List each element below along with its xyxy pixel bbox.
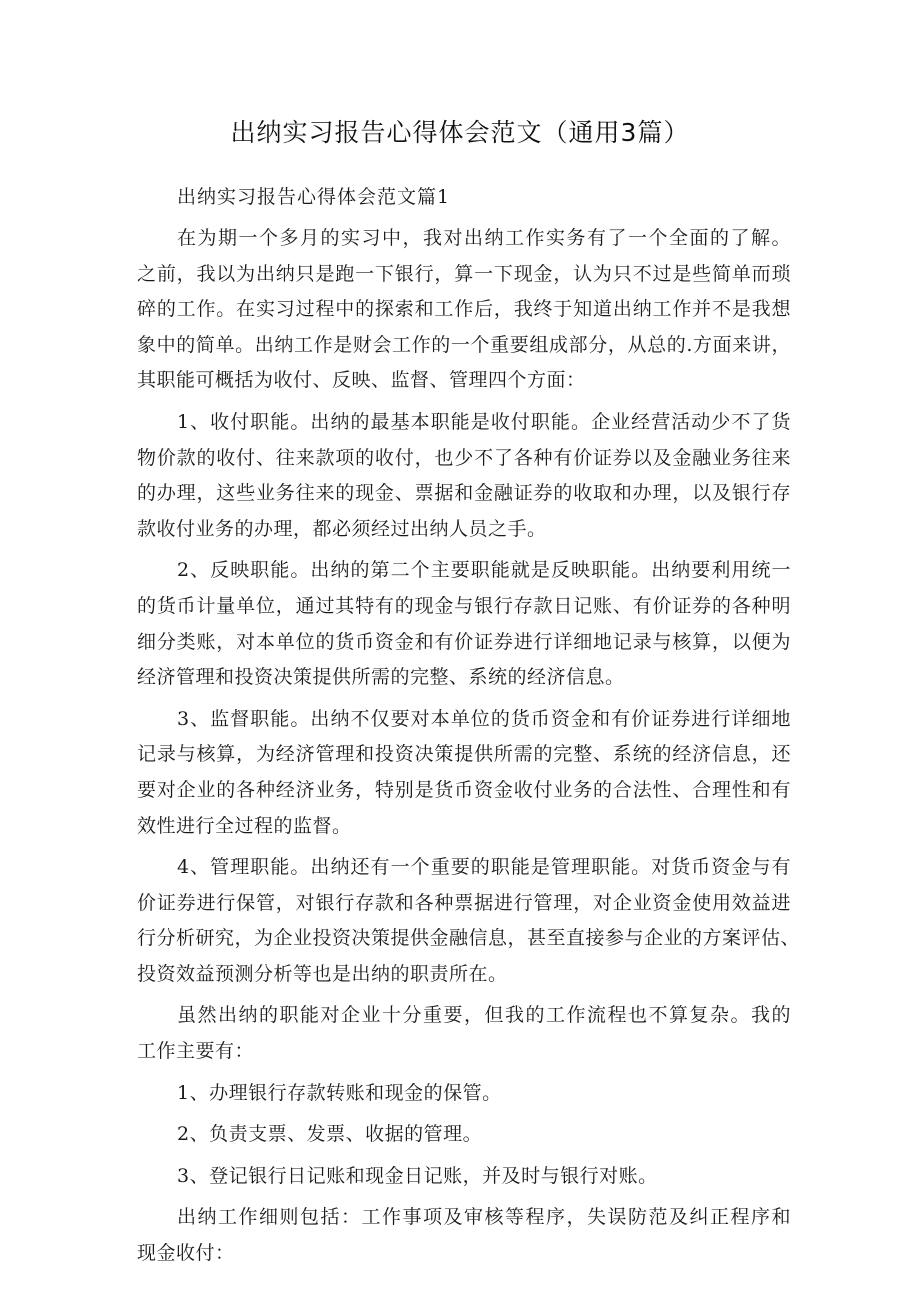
paragraph-reflection	[137, 553, 791, 695]
paragraph-line: 物价款的收付、往来款项的收付，也少不了各种有价证券以及金融业务往来	[137, 446, 791, 469]
paragraph-closing	[137, 1200, 791, 1271]
paragraph-line: 投资效益预测分析等也是出纳的职责所在。	[137, 962, 508, 985]
paragraph-line: 出纳工作细则包括：工作事项及审核等程序，失误防范及纠正程序和	[177, 1206, 791, 1229]
paragraph-intro	[137, 221, 791, 399]
paragraph-line: 1、收付职能。出纳的最基本职能是收付职能。企业经营活动少不了货	[177, 410, 791, 433]
duty-item: 3、登记银行日记账和现金日记账，并及时与银行对账。	[177, 1164, 658, 1187]
paragraph-line: 要对企业的各种经济业务，特别是货币资金收付业务的合法性、合理性和有	[137, 778, 791, 801]
section-subtitle: 出纳实习报告心得体会范文篇1	[177, 186, 451, 208]
paragraph-line: 的办理，这些业务往来的现金、票据和金融证券的收取和办理，以及银行存	[137, 482, 791, 505]
paragraph-line: 款收付业务的办理，都必须经过出纳人员之手。	[137, 517, 547, 540]
paragraph-line: 的货币计量单位，通过其特有的现金与银行存款日记账、有价证券的各种明	[137, 594, 791, 617]
document-title: 出纳实习报告心得体会范文（通用3篇）	[230, 118, 690, 147]
duty-item: 1、办理银行存款转账和现金的保管。	[177, 1081, 502, 1104]
paragraph-line: 工作主要有：	[137, 1040, 255, 1063]
paragraph-workflow	[137, 998, 791, 1069]
paragraph-line: 虽然出纳的职能对企业十分重要，但我的工作流程也不算复杂。我的	[177, 1004, 791, 1027]
document-body	[137, 180, 801, 1272]
paragraph-line: 经济管理和投资决策提供所需的完整、系统的经济信息。	[137, 666, 625, 689]
paragraph-line: 记录与核算，为经济管理和投资决策提供所需的完整、系统的经济信息，还	[137, 743, 791, 766]
paragraph-line: 价证券进行保管，对银行存款和各种票据进行管理，对企业资金使用效益进	[137, 891, 791, 914]
paragraph-line: 现金收付：	[137, 1242, 235, 1265]
paragraph-line: 其职能可概括为收付、反映、监督、管理四个方面：	[137, 369, 586, 392]
paragraph-line: 效性进行全过程的监督。	[137, 814, 352, 837]
paragraph-line: 在为期一个多月的实习中，我对出纳工作实务有了一个全面的了解。	[177, 227, 791, 249]
paragraph-line: 2、反映职能。出纳的第二个主要职能就是反映职能。出纳要利用统一	[177, 559, 791, 582]
paragraph-line: 3、监督职能。出纳不仅要对本单位的货币资金和有价证券进行详细地	[177, 707, 791, 730]
paragraph-line: 碎的工作。在实习过程中的探索和工作后，我终于知道出纳工作并不是我想	[137, 298, 791, 321]
paragraph-line: 象中的简单。出纳工作是财会工作的一个重要组成部分，从总的.方面来讲，	[137, 333, 791, 356]
paragraph-line: 细分类账，对本单位的货币资金和有价证券进行详细地记录与核算，以便为	[137, 630, 791, 653]
paragraph-management	[137, 850, 801, 992]
paragraph-line: 之前，我以为出纳只是跑一下银行，算一下现金，认为只不过是些简单而琐	[137, 262, 791, 285]
paragraph-receipt-payment	[137, 405, 791, 547]
paragraph-line: 4、管理职能。出纳还有一个重要的职能是管理职能。对货币资金与有	[177, 856, 791, 879]
paragraph-line: 行分析研究，为企业投资决策提供金融信息，甚至直接参与企业的方案评估、	[137, 927, 801, 950]
paragraph-supervision	[137, 702, 791, 844]
duty-item: 2、负责支票、发票、收据的管理。	[177, 1123, 483, 1146]
